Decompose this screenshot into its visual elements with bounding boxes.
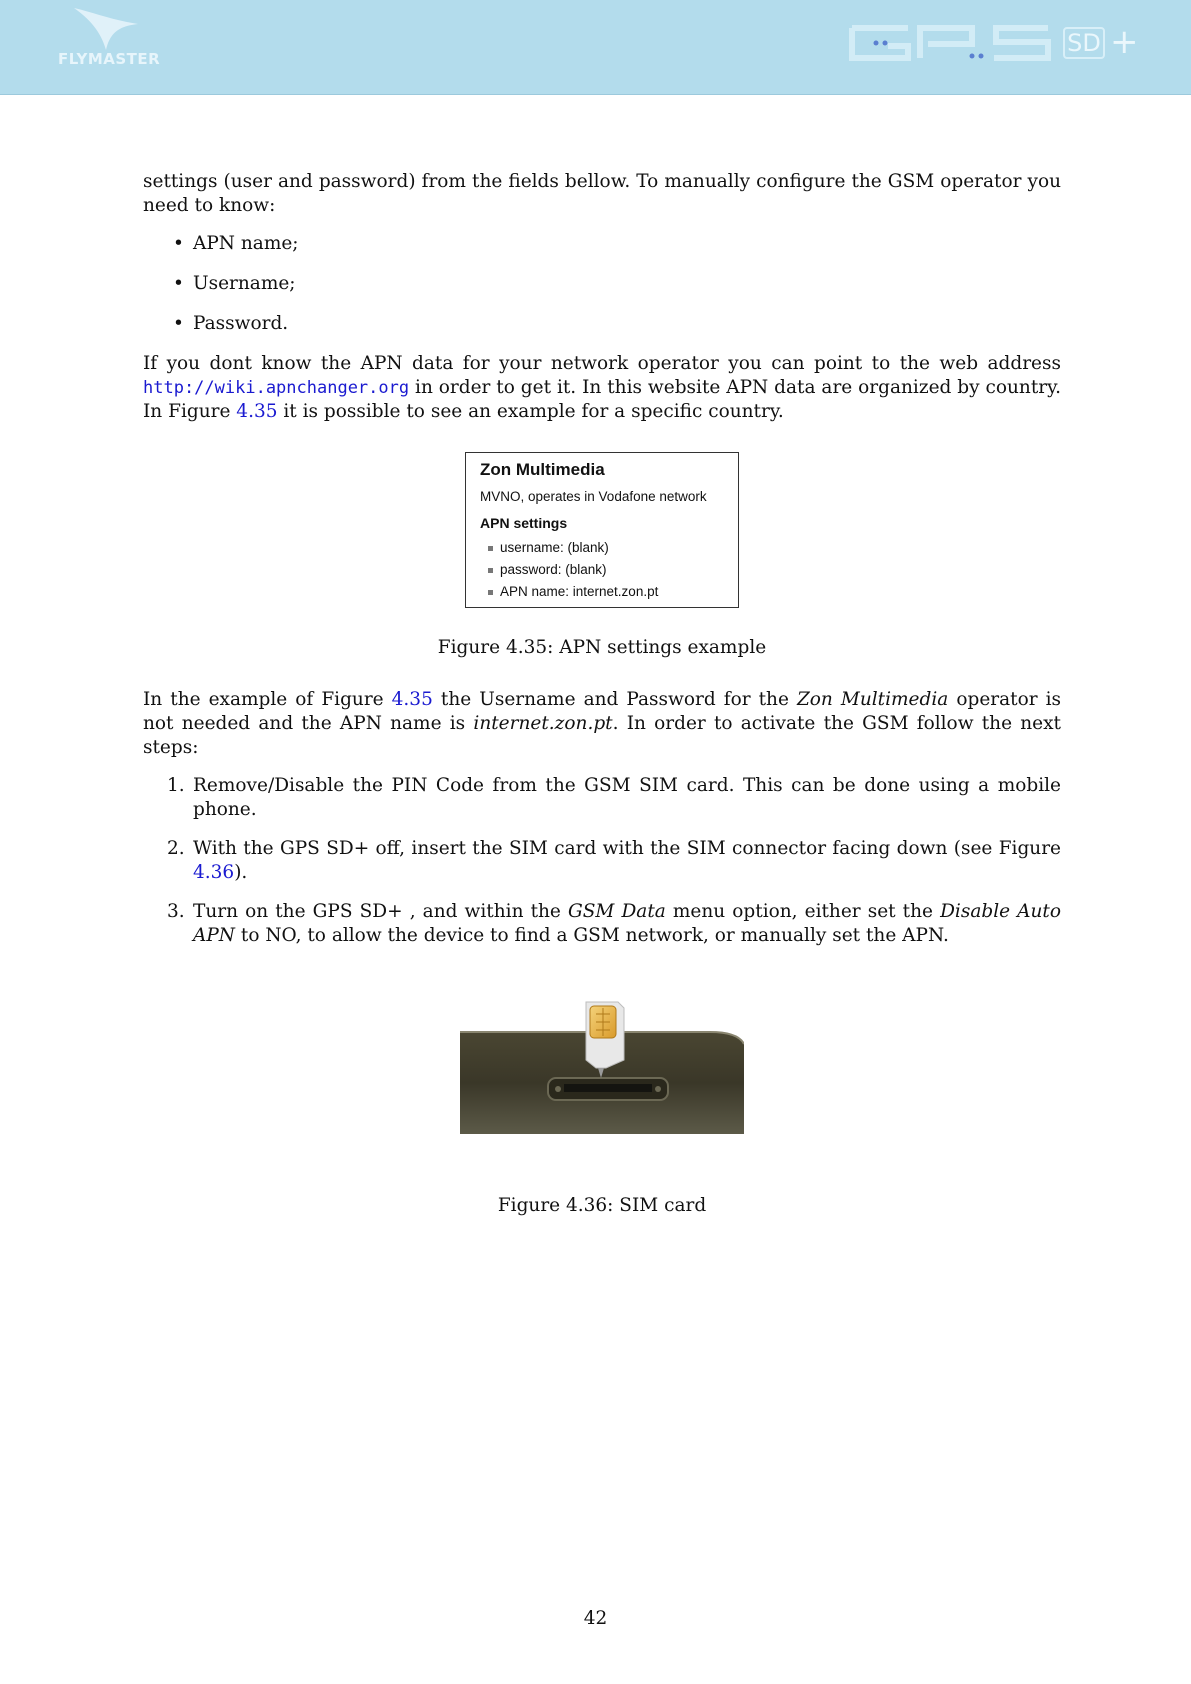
step-text: With the GPS SD+ off, insert the SIM card with the SIM connector facing down (see Figure xyxy=(193,838,1061,859)
apn-lookup-paragraph xyxy=(143,352,1061,424)
sim-card-insertion-image xyxy=(460,994,744,1160)
operator-name: Zon Multimedia xyxy=(796,689,949,710)
flymaster-logo xyxy=(50,6,180,74)
step-number: 3. xyxy=(167,901,185,922)
step-text: Turn on the GPS SD+ , and within the xyxy=(193,901,568,922)
apn-settings-figure xyxy=(465,452,739,608)
page-header xyxy=(0,0,1191,95)
list-item: APN name: internet.zon.pt xyxy=(486,581,724,603)
figure-ref-4-35[interactable]: 4.35 xyxy=(236,401,278,422)
option-name: Disable Auto APN xyxy=(193,901,1061,946)
list-item xyxy=(167,837,1061,885)
brand-name: FLYMASTER xyxy=(58,50,161,68)
list-item: • Password. xyxy=(193,312,1061,336)
apn-settings-list xyxy=(480,537,724,603)
gsm-activation-steps xyxy=(143,774,1061,948)
text-span: In the example of Figure xyxy=(143,689,392,710)
list-item: password: (blank) xyxy=(486,559,724,581)
menu-name: GSM Data xyxy=(567,901,666,922)
figure-ref-4-36[interactable]: 4.36 xyxy=(193,862,235,883)
apnchanger-link[interactable]: http://wiki.apnchanger.org xyxy=(143,378,410,398)
step-text: ). xyxy=(234,862,248,883)
list-item: • Username; xyxy=(193,272,1061,296)
page-number: 42 xyxy=(583,1608,608,1629)
apn-requirements-list xyxy=(143,232,1061,336)
text-span: in order to get it. In this website APN data are organized by country. In Figure xyxy=(143,377,1061,422)
text-span: the Username and Password for the xyxy=(432,689,797,710)
list-item: • APN name; xyxy=(193,232,1061,256)
list-item: username: (blank) xyxy=(486,537,724,559)
example-paragraph xyxy=(143,688,1061,760)
list-item xyxy=(167,900,1061,948)
text-span: If you dont know the APN data for your network operator you can point to the web address xyxy=(143,353,1061,374)
operator-subtitle: MVNO, operates in Vodafone network xyxy=(480,489,707,504)
text-span: it is possible to see an example for a specific country. xyxy=(277,401,784,422)
page-content xyxy=(143,170,1061,1218)
sim-card-figure xyxy=(460,994,744,1160)
text-span: operator is not needed and the APN name is xyxy=(143,689,1061,734)
step-text: Remove/Disable the PIN Code from the GSM SIM card. This can be done using a mobile phone. xyxy=(193,775,1061,820)
step-text: to NO, to allow the device to find a GSM network, or manually set the APN. xyxy=(235,925,949,946)
operator-title: Zon Multimedia xyxy=(480,460,605,479)
figure-ref-4-35[interactable]: 4.35 xyxy=(391,689,433,710)
gps-logo-icon xyxy=(848,22,1058,66)
step-text: menu option, either set the xyxy=(665,901,941,922)
gps-sd-plus-logo xyxy=(848,22,1148,66)
apn-name: internet.zon.pt xyxy=(473,713,613,734)
flymaster-wing-icon xyxy=(72,6,142,52)
apn-settings-heading: APN settings xyxy=(480,515,568,531)
product-suffix: SD xyxy=(1063,27,1105,59)
product-plus: + xyxy=(1110,22,1139,62)
intro-paragraph: settings (user and password) from the fields bellow. To manually configure the GSM operator you need to know: xyxy=(143,171,1061,216)
step-number: 1. xyxy=(167,775,185,796)
figure-caption-4-36: Figure 4.36: SIM card xyxy=(497,1195,707,1216)
list-item xyxy=(167,774,1061,822)
step-number: 2. xyxy=(167,838,185,859)
figure-caption-4-35: Figure 4.35: APN settings example xyxy=(437,637,767,658)
text-span: . In order to activate the GSM follow the next steps: xyxy=(143,713,1061,758)
